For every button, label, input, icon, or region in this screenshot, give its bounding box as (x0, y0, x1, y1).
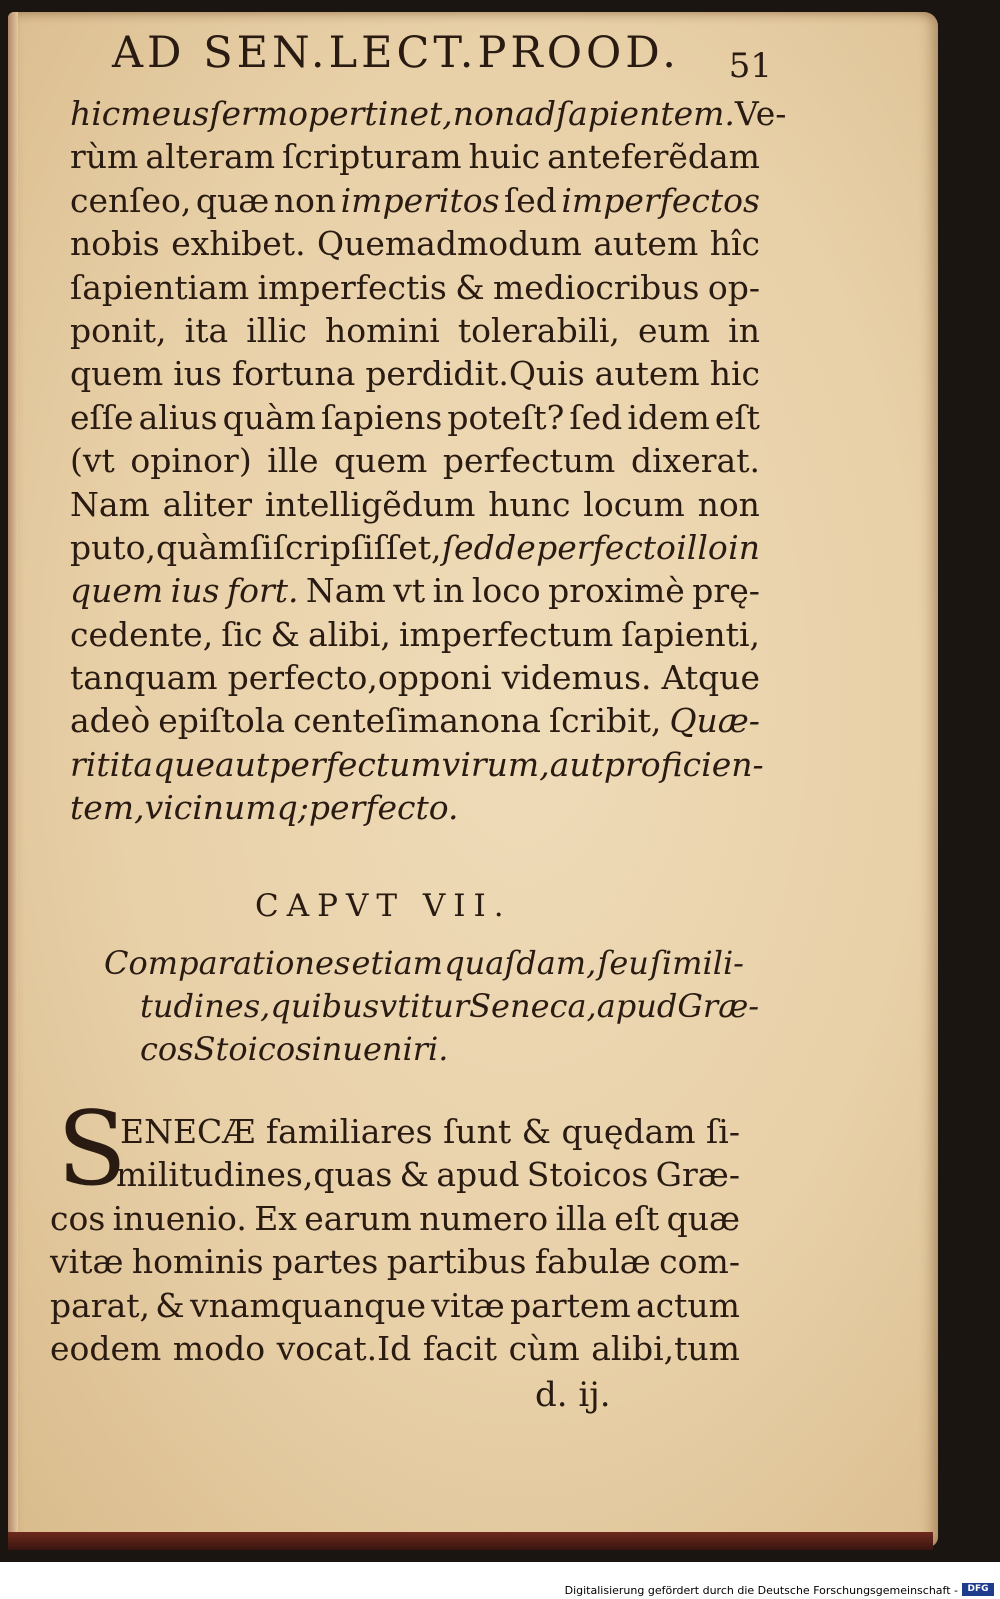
word: ſermo (209, 94, 308, 133)
text-line (70, 526, 760, 569)
word: Ex (254, 1198, 297, 1238)
page-number: 51 (728, 46, 772, 86)
word: meus (120, 94, 210, 133)
word: Stoicos (526, 1155, 649, 1195)
word: cos (50, 1198, 106, 1238)
word: tem,vicinumq; (70, 788, 309, 828)
text-line (70, 222, 760, 265)
word: quaſdam, (444, 944, 597, 982)
word: quem (70, 354, 164, 394)
word: & (155, 1285, 185, 1325)
word: quæ (195, 180, 270, 220)
word: aliter (162, 484, 253, 524)
word: facit (422, 1328, 497, 1368)
chapter-line (50, 1197, 740, 1240)
word: adeò (70, 701, 151, 741)
word: huic (468, 137, 541, 177)
running-head (112, 28, 772, 86)
word: quem (334, 441, 428, 481)
word: ſunt (443, 1112, 512, 1151)
text-line (70, 699, 760, 742)
chapter-line (50, 1110, 740, 1153)
word: poteſt? (447, 397, 565, 437)
book-edge (8, 1532, 933, 1550)
word: imperfectos (561, 180, 760, 220)
word: rùm (70, 137, 139, 177)
word: tolerabili, (457, 310, 620, 350)
word: Nam (305, 571, 386, 611)
word: & (399, 1155, 430, 1195)
text-line (70, 396, 760, 439)
word: virum, (441, 744, 550, 784)
word: eſt (714, 397, 760, 437)
word: ſcripſiſſet, (272, 527, 442, 567)
word: ſed (441, 527, 495, 567)
word: in (432, 571, 465, 611)
word: proximè (548, 571, 685, 611)
text-line (70, 439, 760, 482)
chapter-summary (104, 942, 760, 1071)
chapter-line (50, 1327, 740, 1370)
word: ſed (504, 180, 557, 220)
text-line (70, 92, 787, 135)
word: (vt (70, 441, 115, 481)
word: inueniri. (311, 1030, 449, 1068)
word: Græ- (677, 987, 760, 1025)
word: epiſtola (158, 701, 286, 741)
word: puto,quàm (70, 527, 250, 567)
page-gutter (8, 12, 18, 1547)
word: ſi- (706, 1112, 740, 1151)
word: ſeu (597, 944, 649, 982)
word: Quemadmodum (317, 224, 582, 264)
word: Stoicos (193, 1030, 312, 1068)
word: & (521, 1112, 552, 1151)
word: ſapientem. (555, 94, 735, 133)
word: itaque (109, 744, 215, 784)
word: Nam (70, 484, 150, 524)
word: com- (659, 1242, 740, 1282)
word: inuenio. (112, 1198, 247, 1238)
word: non (697, 484, 760, 524)
word: cedente, (70, 614, 214, 654)
word: ENECÆ (120, 1112, 256, 1151)
word: fortuna (231, 354, 356, 394)
word: vnamquanque (189, 1285, 427, 1325)
word: modo (172, 1328, 266, 1368)
word: alibi,tum (591, 1328, 740, 1368)
word: familiares (265, 1112, 433, 1151)
word: de (495, 527, 536, 567)
word: ſcripturam (282, 137, 462, 177)
word: cenſeo, (70, 180, 192, 220)
word: ius (173, 354, 222, 394)
word: numero (419, 1198, 549, 1238)
word: proficien- (603, 744, 764, 784)
word: vt (393, 571, 426, 611)
word: hic (709, 354, 760, 394)
text-line (70, 135, 760, 178)
text-line (70, 179, 760, 222)
word: aut (549, 744, 604, 784)
word: vtitur (379, 987, 470, 1025)
word: partem (510, 1285, 631, 1325)
word: eodem (50, 1328, 162, 1368)
word: opinor) (130, 441, 252, 481)
word: ſed (569, 397, 623, 437)
word: nobis (70, 224, 160, 264)
word: intelligẽdum (264, 484, 476, 524)
word: hominis (131, 1242, 264, 1282)
word: mediocribus (492, 267, 700, 307)
word: tanquam (70, 658, 218, 698)
word: aut (215, 744, 270, 784)
text-line (70, 743, 764, 786)
word: alteram (145, 137, 276, 177)
word: cos (140, 1030, 194, 1068)
word: ponit, (70, 310, 167, 350)
text-line (70, 613, 760, 656)
word: ſapienti, (621, 614, 760, 654)
word: non (273, 180, 337, 220)
word: vitæ (50, 1242, 124, 1282)
word: imperitos (340, 180, 500, 220)
word: ſic (221, 614, 263, 654)
digitization-credit: Digitalisierung gefördert durch die Deutsche Forschungsgemeinschaft - (564, 1584, 958, 1597)
chapter-line (50, 1284, 740, 1327)
text-line (70, 352, 760, 395)
word: autem (594, 354, 700, 394)
word: op- (707, 267, 760, 307)
chapter-line (50, 1153, 740, 1196)
word: Quæ- (669, 701, 760, 741)
word: ſapiens (321, 397, 443, 437)
word: partibus (386, 1242, 527, 1282)
word: autem (593, 224, 699, 264)
word: perfectum (442, 441, 616, 481)
word: Græ- (655, 1155, 740, 1195)
text-line (70, 309, 760, 352)
chapter-heading: CAPVT VII. (255, 888, 512, 924)
chapter-line (50, 1240, 740, 1283)
word: perfecto,opponi (227, 658, 492, 698)
word: Seneca,apud (469, 987, 678, 1025)
word: alius (138, 397, 218, 437)
word: loco (471, 571, 541, 611)
word: pertinet,non (308, 94, 516, 133)
word: ad (515, 94, 556, 133)
drop-cap: S (57, 1090, 127, 1209)
word: quàm (222, 397, 316, 437)
word: hic (70, 94, 121, 133)
text-line (70, 656, 760, 699)
word: exhibet. (171, 224, 306, 264)
text-line (70, 266, 760, 309)
word: anteferẽdam (547, 137, 760, 177)
word: vocat.Id (276, 1328, 412, 1368)
signature-mark: d. ij. (535, 1375, 611, 1415)
word: imperfectis (257, 267, 447, 307)
body-text (70, 92, 787, 830)
word: rit (70, 744, 110, 784)
word: apud (436, 1155, 520, 1195)
word: actum (636, 1285, 740, 1325)
word: Ve- (734, 94, 787, 133)
word: perfecto (536, 527, 676, 567)
word: ſcribit, (548, 701, 662, 741)
word: imperfectum (398, 614, 614, 654)
word: Comparationes (104, 944, 351, 982)
running-head-title: AD SEN.LECT.PROOD. (112, 28, 680, 78)
word: quæ (666, 1198, 740, 1238)
word: & (455, 267, 485, 307)
text-line (70, 786, 760, 829)
word: quem (70, 571, 164, 611)
word: parat, (50, 1285, 150, 1325)
word: earum (304, 1198, 412, 1238)
word: illic (246, 310, 307, 350)
word: militudines,quas (116, 1155, 393, 1195)
word: & (270, 614, 300, 654)
chapter-text (50, 1110, 740, 1370)
word: vitæ (431, 1285, 505, 1325)
word: tudines,quibus (140, 987, 380, 1025)
text-line (70, 569, 760, 612)
word: Atque (661, 658, 760, 698)
word: quędam (561, 1112, 696, 1151)
word: etiam (351, 944, 443, 982)
summary-line (104, 985, 760, 1028)
word: eſt (614, 1198, 660, 1238)
word: idem (627, 397, 710, 437)
word: hunc (488, 484, 571, 524)
word: homini (325, 310, 440, 350)
word: alibi, (307, 614, 391, 654)
word: ſapientiam (70, 267, 250, 307)
word: cùm (508, 1328, 580, 1368)
word: illa (555, 1198, 607, 1238)
word: in (728, 310, 760, 350)
word: ius (170, 571, 220, 611)
word: ſimili- (650, 944, 744, 982)
summary-line (104, 942, 744, 985)
text-line (70, 483, 760, 526)
word: illo (676, 527, 728, 567)
word: videmus. (501, 658, 652, 698)
word: eum (637, 310, 711, 350)
word: partes (272, 1242, 379, 1282)
word: fabulæ (534, 1242, 651, 1282)
word: dixerat. (630, 441, 760, 481)
word: perfectum (269, 744, 442, 784)
word: ſi (249, 527, 273, 567)
word: perdidit.Quis (365, 354, 585, 394)
word: prę- (692, 571, 760, 611)
word: centeſimanona (293, 701, 541, 741)
dfg-logo: DFG (962, 1583, 994, 1596)
summary-line (104, 1028, 744, 1071)
word: fort. (226, 571, 299, 611)
word: perfecto. (308, 788, 459, 828)
word: hîc (709, 224, 760, 264)
word: eſſe (70, 397, 134, 437)
word: in (728, 527, 760, 567)
word: ita (184, 310, 229, 350)
word: ille (267, 441, 319, 481)
word: locum (583, 484, 685, 524)
